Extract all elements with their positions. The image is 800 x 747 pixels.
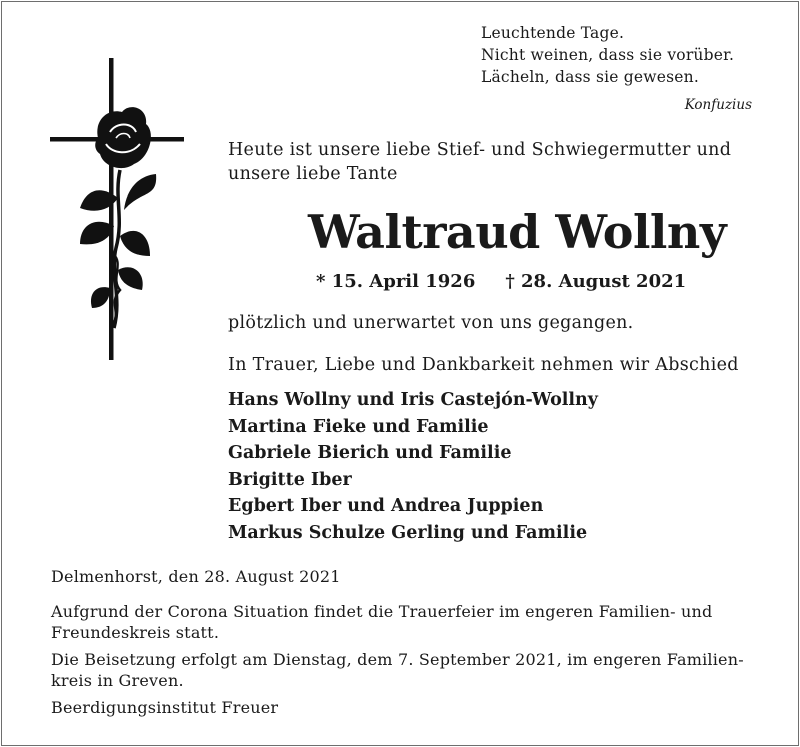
quote-line: Nicht weinen, dass sie vorüber. bbox=[481, 46, 735, 64]
burial-line: Die Beisetzung erfolgt am Dienstag, dem 7. September 2021, im engeren Familien- bbox=[51, 650, 744, 669]
corona-line: Freundeskreis statt. bbox=[51, 623, 220, 642]
quote-line: Leuchtende Tage. bbox=[481, 24, 625, 42]
burial-line: kreis in Greven. bbox=[51, 671, 184, 690]
life-dates bbox=[316, 271, 686, 292]
quote-line: Lächeln, dass sie gewesen. bbox=[481, 68, 699, 86]
funeral-home: Beerdigungsinstitut Freuer bbox=[51, 698, 279, 717]
passed-text: plötzlich und unerwartet von uns gegangen. bbox=[228, 313, 634, 333]
deceased-name: Waltraud Wollny bbox=[308, 205, 727, 259]
death-date: † 28. August 2021 bbox=[505, 271, 687, 292]
mourner: Hans Wollny und Iris Castejón-Wollny bbox=[228, 390, 598, 410]
quote bbox=[481, 22, 734, 88]
quote-author: Konfuzius bbox=[684, 97, 752, 113]
mourners-list bbox=[228, 387, 598, 546]
mourner: Brigitte Iber bbox=[228, 469, 352, 490]
corona-notice bbox=[51, 601, 748, 643]
mourner: Martina Fieke und Familie bbox=[228, 416, 489, 437]
intro-line: unsere liebe Tante bbox=[228, 164, 398, 184]
mourner: Markus Schulze Gerling und Familie bbox=[228, 522, 588, 543]
cross-with-rose-icon bbox=[50, 58, 186, 362]
mourning-text: In Trauer, Liebe und Dankbarkeit nehmen wir Abschied bbox=[228, 355, 739, 375]
burial-notice bbox=[51, 649, 748, 691]
birth-date: * 15. April 1926 bbox=[316, 271, 476, 292]
footer bbox=[51, 566, 748, 718]
mourner: Gabriele Bierich und Familie bbox=[228, 443, 512, 463]
intro-text bbox=[228, 138, 731, 186]
intro-line: Heute ist unsere liebe Stief- und Schwiegermutter und bbox=[228, 140, 732, 160]
mourner: Egbert Iber und Andrea Juppien bbox=[228, 496, 544, 516]
place-date: Delmenhorst, den 28. August 2021 bbox=[51, 567, 341, 586]
corona-line: Aufgrund der Corona Situation findet die Trauerfeier im engeren Familien- und bbox=[51, 602, 713, 621]
